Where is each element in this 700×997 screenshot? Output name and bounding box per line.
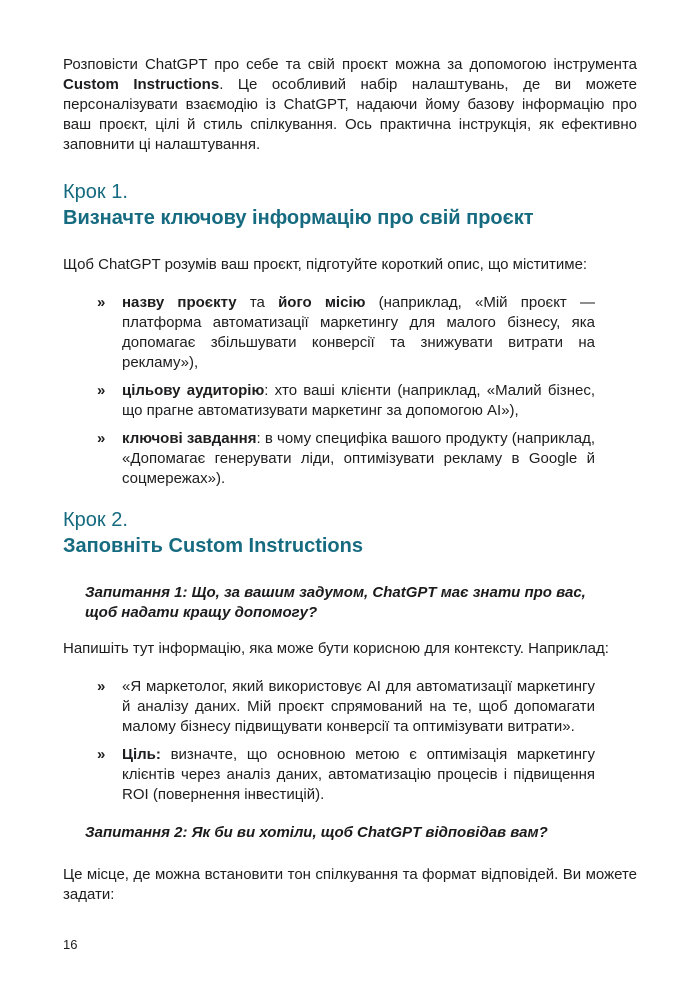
list-marker: » bbox=[97, 382, 106, 399]
step1-lead: Щоб ChatGPT розумів ваш проєкт, підготуйте короткий опис, що міститиме: bbox=[63, 256, 588, 273]
step2-bullet-list bbox=[63, 677, 637, 805]
list-item-text: ключові завдання: в чому специфіка вашого продукту (наприклад, «Допомагає генерувати ліди, оптимізувати рекламу в Google й соцмережах»). bbox=[122, 430, 595, 487]
step2-kicker: Крок 2. bbox=[63, 509, 128, 531]
list-item bbox=[97, 429, 595, 489]
list-marker: » bbox=[97, 294, 106, 311]
list-item-text: «Я маркетолог, який використовує AI для автоматизації маркетингу й аналізу даних. Мій проєкт спрямований на те, щоб допомагати малому бізнесу підвищувати конверсії та оптимізувати витрати». bbox=[122, 678, 595, 735]
list-item-text: цільову аудиторію: хто ваші клієнти (наприклад, «Малий бізнес, що прагне автоматизувати маркетинг за допомогою AI»), bbox=[122, 382, 595, 419]
step1-title: Визначте ключову інформацію про свій проєкт bbox=[63, 207, 534, 229]
list-item bbox=[97, 745, 595, 805]
step2-question-2: Запитання 2: Як би ви хотіли, щоб ChatGPT відповідав вам? bbox=[85, 824, 548, 841]
list-item-text: назву проєкту та його місію (наприклад, «Мій проєкт — платформа автоматизації маркетингу для малого бізнесу, яка допомагає збільшувати конверсії та знижувати витрати на рекламу»), bbox=[122, 294, 595, 371]
page-footer bbox=[63, 937, 77, 953]
step2-lead-2: Це місце, де можна встановити тон спілкування та формат відповідей. Ви можете задати: bbox=[63, 866, 637, 903]
list-item bbox=[97, 293, 595, 373]
list-marker: » bbox=[97, 430, 106, 447]
list-marker: » bbox=[97, 678, 106, 695]
intro-paragraph: Розповісти ChatGPT про себе та свій проєкт можна за допомогою інструмента Custom Instructions. Це особливий набір налаштувань, де ви можете персоналізувати взаємодію із ChatGPT, надаючи йому базову інформацію про ваш проєкт, цілі й стиль спілкування. Ось практична інструкція, як ефективно заповнити ці налаштування. bbox=[63, 56, 638, 153]
step2-lead-1: Напишіть тут інформацію, яка може бути корисною для контексту. Наприклад: bbox=[63, 640, 609, 657]
step1-bullet-list bbox=[63, 293, 637, 489]
list-marker: » bbox=[97, 746, 106, 763]
list-item bbox=[97, 381, 595, 421]
list-item bbox=[97, 677, 595, 737]
page-number: 16 bbox=[63, 937, 78, 952]
list-item-text: Ціль: визначте, що основною метою є оптимізація маркетингу клієнтів через аналіз даних, автоматизацію процесів і підвищення ROI (повернення інвестицій). bbox=[122, 746, 595, 803]
step2-question-1: Запитання 1: Що, за вашим задумом, ChatGPT має знати про вас, щоб надати кращу допомогу? bbox=[85, 584, 586, 621]
step2-title: Заповніть Custom Instructions bbox=[63, 535, 363, 557]
step1-kicker: Крок 1. bbox=[63, 181, 128, 203]
